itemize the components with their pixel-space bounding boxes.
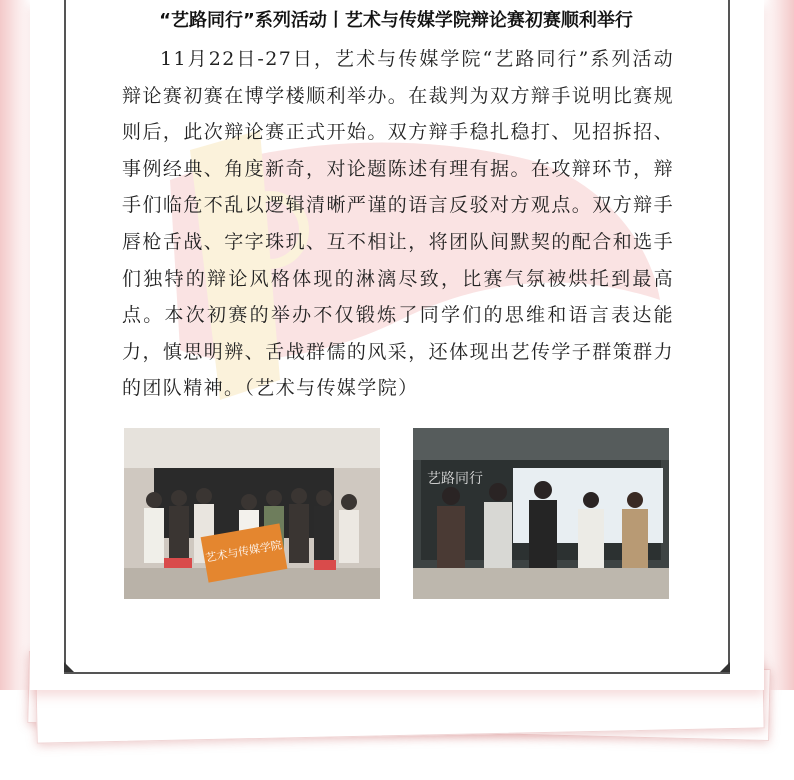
board-text: 艺路同行 bbox=[427, 471, 483, 487]
frame-right-line bbox=[728, 0, 730, 672]
article-title: “艺路同行”系列活动丨艺术与传媒学院辩论赛初赛顺利举行 bbox=[159, 10, 633, 31]
right-paper-shadow bbox=[764, 0, 794, 690]
article-body: 11月22日-27日，艺术与传媒学院“艺路同行”系列活动辩论赛初赛在博学楼顺利举办。在裁判为双方辩手说明比赛规则后，此次辩论赛正式开始。双方辩手稳扎稳打、见招拆招、事例经典、角度新奇，对论题陈述有理有据。在攻辩环节，辩手们临危不乱以逻辑清晰严谨的语言反驳对方观点。双方辩手唇枪舌战、字字珠玑、互不相让，将团队间默契的配合和选手们独特的辩论风格体现的淋漓尽致，比赛气氛被烘托到最高点。本次初赛的举办不仅锻炼了同学们的思维和语言表达能力，慎思明辨、舌战群儒的风采，还体现出艺传学子群策群力的团队精神。（艺术与传媒学院） bbox=[122, 48, 674, 400]
banner-text: 艺术与传媒学院 bbox=[204, 538, 283, 565]
group-photo-with-banner bbox=[124, 428, 380, 599]
frame-corner-left bbox=[64, 662, 74, 672]
frame-bottom-line bbox=[64, 672, 730, 674]
group-photo-debaters bbox=[413, 428, 669, 599]
left-paper-shadow bbox=[0, 0, 30, 690]
frame-corner-right bbox=[720, 662, 730, 672]
frame-left-line bbox=[64, 0, 66, 672]
